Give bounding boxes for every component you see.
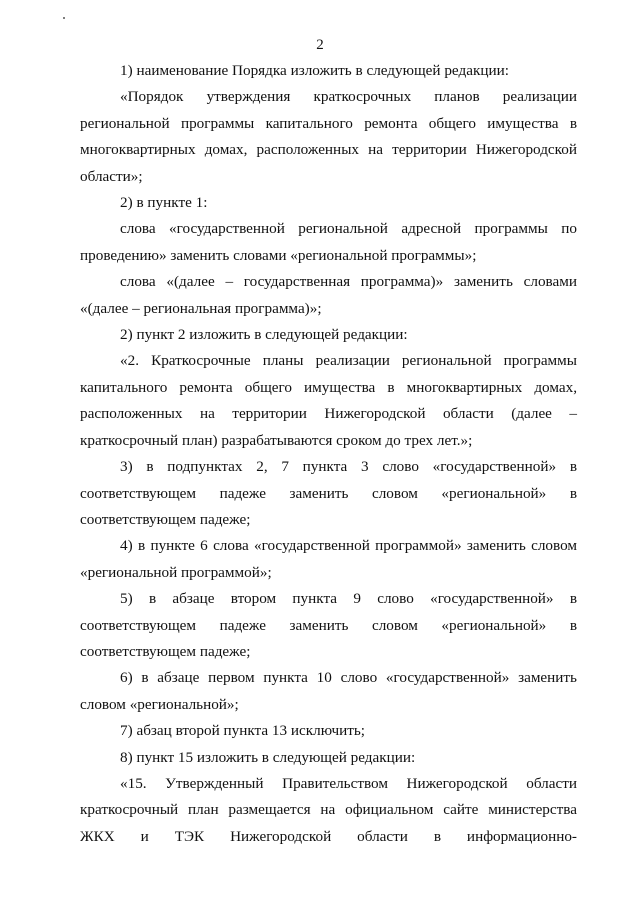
paragraph-7: «2. Краткосрочные планы реализации региональной программы капитального ремонта общего имущества в многоквартирных домах, расположенных на территории Нижегородской области (далее – краткосрочный план) разрабатываются сроком до трех лет.»; (80, 352, 577, 449)
paragraph-1: 1) наименование Порядка изложить в следующей редакции: (120, 62, 509, 79)
paragraph-6: 2) пункт 2 изложить в следующей редакции: (120, 326, 408, 344)
paragraph-14: «15. Утвержденный Правительством Нижегородской области краткосрочный план размещается на официальном сайте министерства ЖКХ и ТЭК Нижегородской области в информационно- (80, 774, 577, 845)
paragraph-8: 3) в подпунктах 2, 7 пункта 3 слово «государственной» в соответствующем падеже заменить словом «региональной» в соответствующем падеже; (80, 458, 577, 528)
paragraph-9: 4) в пункте 6 слова «государственной программой» заменить словом «региональной программой»; (80, 537, 577, 581)
paragraph-13: 8) пункт 15 изложить в следующей редакции: (120, 748, 416, 766)
scan-speck (63, 17, 65, 19)
paragraph-5: слова «(далее – государственная программа)» заменить словами «(далее – региональная программа)»; (80, 273, 577, 317)
paragraph-4: слова «государственной региональной адресной программы по проведению» заменить словами «региональной программы»; (80, 220, 577, 264)
paragraph-12: 7) абзац второй пункта 13 исключить; (120, 722, 366, 740)
paragraph-10: 5) в абзаце втором пункта 9 слово «государственной» в соответствующем падеже заменить словом «региональной» в соответствующем падеже; (80, 590, 577, 660)
page-number: 2 (316, 37, 324, 53)
paragraph-11: 6) в абзаце первом пункта 10 слово «государственной» заменить словом «региональной»; (80, 669, 577, 713)
document-body (80, 58, 577, 850)
paragraph-2: «Порядок утверждения краткосрочных планов реализации региональной программы капитального ремонта общего имущества в многоквартирных домах, расположенных на территории Нижегородской области»; (80, 88, 577, 185)
paragraph-3: 2) в пункте 1: (120, 194, 208, 212)
